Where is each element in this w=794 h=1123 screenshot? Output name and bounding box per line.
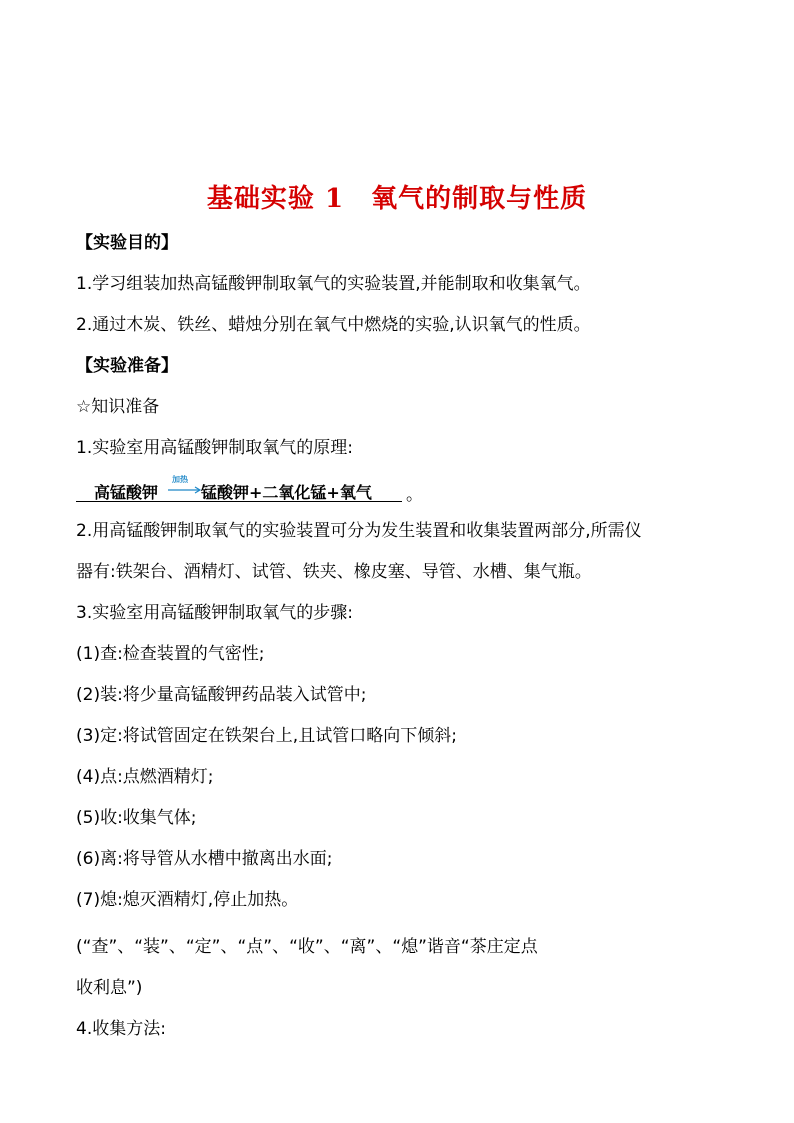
collect-method: 4.收集方法: [76, 1019, 166, 1039]
equation-end: 。 [406, 485, 423, 505]
section-heading-prep: 【实验准备】 [76, 356, 178, 376]
step-item: (7)熄:熄灭酒精灯,停止加热。 [76, 890, 299, 910]
mnemonic-line-2: 收利息”) [76, 978, 143, 998]
step-item: (5)收:收集气体; [76, 808, 197, 828]
step-item: (6)离:将导管从水槽中撤离出水面; [76, 849, 333, 869]
equation-products: 锰酸钾+二氧化锰+氧气 [201, 483, 372, 502]
reaction-equation [76, 475, 436, 505]
step-item: (4)点:点燃酒精灯; [76, 767, 214, 787]
section-heading-purpose: 【实验目的】 [76, 233, 178, 253]
purpose-item-2: 2.通过木炭、铁丝、蜡烛分别在氧气中燃烧的实验,认识氧气的性质。 [76, 315, 591, 335]
mnemonic-line-1: (“查”、“装”、“定”、“点”、“收”、“离”、“熄”谐音“茶庄定点 [76, 937, 538, 957]
principle-intro: 1.实验室用高锰酸钾制取氧气的原理: [76, 438, 353, 458]
reaction-arrow-icon [168, 478, 202, 504]
equation-reactant: 高锰酸钾 [94, 483, 159, 502]
purpose-item-1: 1.学习组装加热高锰酸钾制取氧气的实验装置,并能制取和收集氧气。 [76, 274, 591, 294]
steps-intro: 3.实验室用高锰酸钾制取氧气的步骤: [76, 603, 353, 623]
apparatus-line-2: 器有:铁架台、酒精灯、试管、铁夹、橡皮塞、导管、水槽、集气瓶。 [76, 562, 592, 582]
step-item: (2)装:将少量高锰酸钾药品装入试管中; [76, 685, 367, 705]
equation-condition: 加热 [172, 475, 188, 484]
step-item: (3)定:将试管固定在铁架台上,且试管口略向下倾斜; [76, 726, 457, 746]
knowledge-prep-label: ☆知识准备 [76, 397, 160, 417]
step-item: (1)查:检查装置的气密性; [76, 644, 265, 664]
apparatus-line-1: 2.用高锰酸钾制取氧气的实验装置可分为发生装置和收集装置两部分,所需仪 [76, 521, 642, 541]
page-title: 基础实验 1 氧气的制取与性质 [206, 184, 588, 214]
